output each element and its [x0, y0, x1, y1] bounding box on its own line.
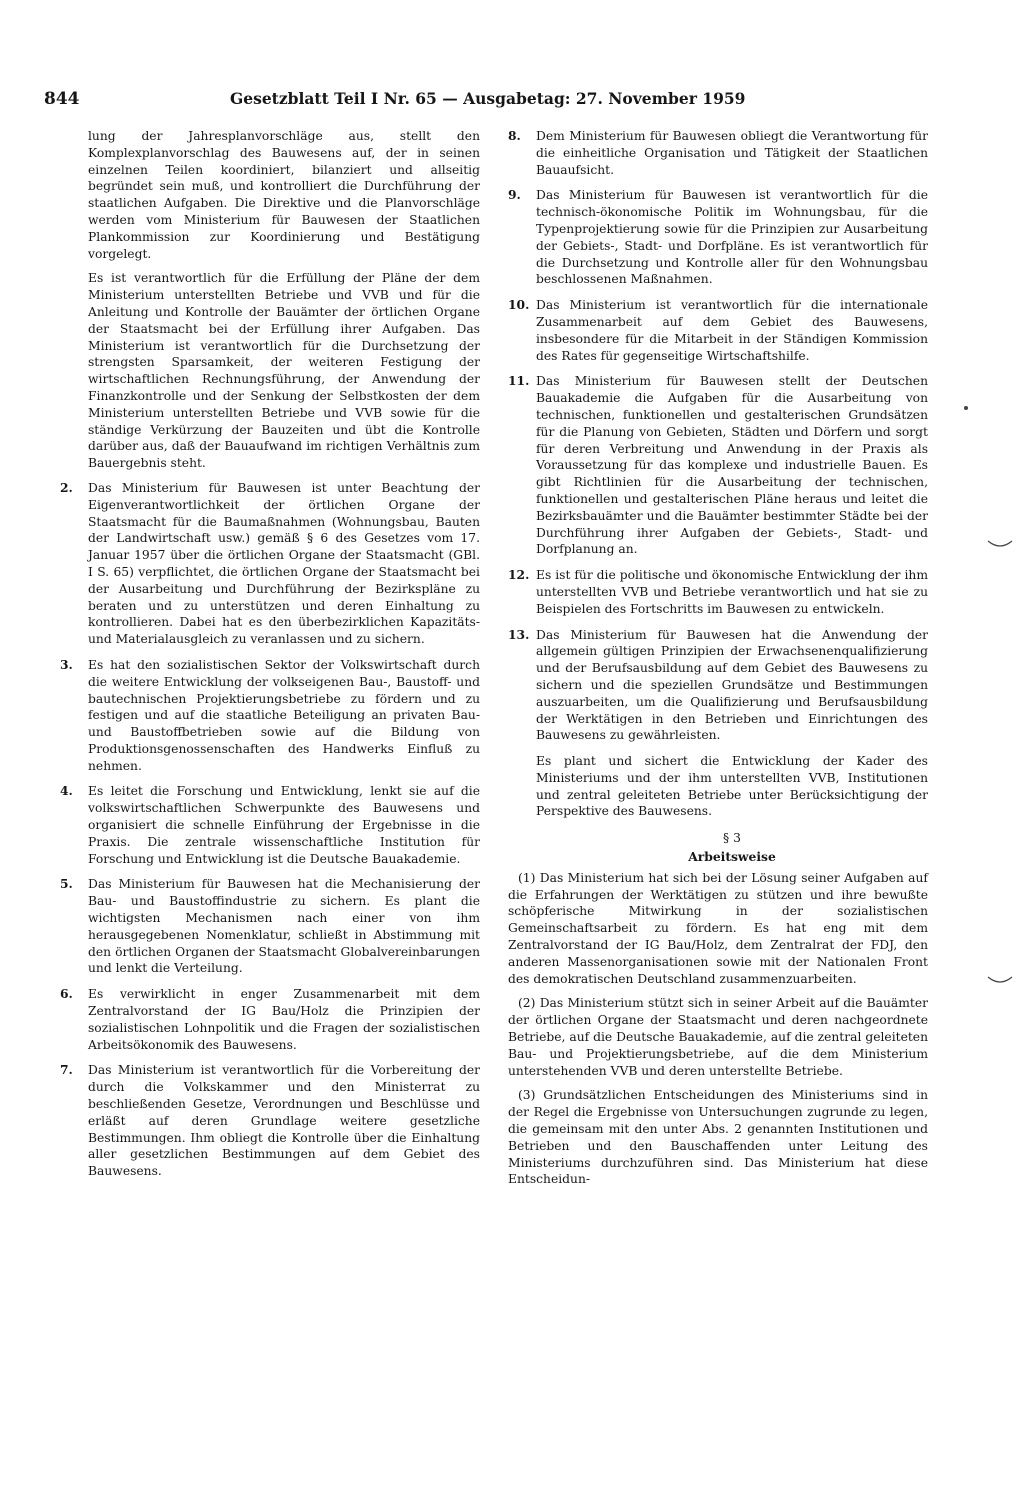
- item-text: Es leitet die Forschung und Entwicklung, lenkt sie auf die volkswirtschaftlichen Schwerpunkte des Bauwesens und organisiert die schnelle Einführung der Ergebnisse in die Praxis. Die zentrale wissenschaftliche Institution für Forschung und Entwicklung ist die Deutsche Bauakademie.: [88, 784, 480, 866]
- list-item: [508, 373, 928, 558]
- list-item: [60, 783, 480, 867]
- item-text: Das Ministerium für Bauwesen ist unter Beachtung der Eigenverantwortlichkeit der örtlichen Organe der Staatsmacht für die Baumaßnahmen (Wohnungsbau, Bauten der Landwirtschaft usw.) gemäß § 6 des Gesetzes vom 17. Januar 1957 über die örtlichen Organe der Staatsmacht (GBl. I S. 65) verpflichtet, die örtlichen Organe der Staatsmacht bei der Ausarbeitung und Durchführung der Bezirkspläne zu beraten und zu unterstützen und deren Einhaltung zu kontrollieren. Dabei hat es den überbezirklichen Kapazitäts- und Materialausgleich zu veranlassen und zu sichern.: [88, 480, 480, 647]
- item-number: 2.: [60, 479, 73, 495]
- item-number: 7.: [60, 1062, 73, 1078]
- item-number: 11.: [508, 373, 530, 389]
- margin-mark-icon: [986, 974, 1014, 988]
- list-item: [60, 986, 480, 1053]
- right-column: [508, 128, 928, 1196]
- item-text: Dem Ministerium für Bauwesen obliegt die Verantwortung für die einheitliche Organisation und Tätigkeit der Staatlichen Bauaufsicht.: [536, 129, 928, 177]
- list-item: [508, 128, 928, 178]
- margin-mark-icon: [986, 538, 1014, 552]
- section-paragraph: (2) Das Ministerium stützt sich in seiner Arbeit auf die Bauämter der örtlichen Organe der Staatsmacht und deren nachgeordnete Betriebe, auf die Deutsche Bauakademie, auf die zentral geleiteten Bau- und Projektierungsbetriebe, auf die dem Ministerium unterstehenden VVB und deren unterstellte Betriebe.: [508, 996, 928, 1078]
- item-text: Das Ministerium für Bauwesen hat die Mechanisierung der Bau- und Baustoffindustrie zu sichern. Es plant die wichtigsten Mechanismen nach einer von ihm herausgegebenen Nomenklatur, schließt in Abstimmung mit den örtlichen Organen der Staatsmacht Globalvereinbarungen und lenkt die Verteilung.: [88, 877, 480, 976]
- list-item: [508, 297, 928, 364]
- item-text: Es verwirklicht in enger Zusammenarbeit mit dem Zentralvorstand der IG Bau/Holz die Prinzipien der sozialistischen Lohnpolitik und die Fragen der sozialistischen Arbeitsökonomik des Bauwesens.: [88, 987, 480, 1052]
- item-number: 13.: [508, 626, 530, 642]
- intro-continuation: lung der Jahresplanvorschläge aus, stellt den Komplexplanvorschlag des Bauwesens auf, der in seinen einzelnen Teilen koordiniert, bilanziert und allseitig begründet sein muß, und kontrolliert die Durchführung der staatlichen Aufgaben. Die Direktive und die Planvorschläge werden vom Ministerium für Bauwesen der Staatlichen Plankommission zur Koordinierung und Bestätigung vorgelegt.: [88, 129, 480, 261]
- page-header: [44, 84, 984, 114]
- intro-paragraph: Es ist verantwortlich für die Erfüllung der Pläne der dem Ministerium unterstellten Betriebe und VVB und für die Anleitung und Kontrolle der Bauämter der örtlichen Organe der Staatsmacht bei der Erfüllung ihrer Aufgaben. Das Ministerium ist verantwortlich für die Durchsetzung der strengsten Sparsamkeit, der weiteren Festigung der wirtschaftlichen Rechnungsführung, der Anwendung der Finanzkontrolle und der Senkung der Selbstkosten der dem Ministerium unterstellten Betriebe und VVB sowie für die ständige Verkürzung der Bauzeiten und übt die Kontrolle darüber aus, daß der Bauaufwand im richtigen Verhältnis zum Bauergebnis steht.: [88, 271, 480, 471]
- list-item: [508, 567, 928, 617]
- item-number: 10.: [508, 297, 530, 313]
- section-paragraph: (1) Das Ministerium hat sich bei der Lösung seiner Aufgaben auf die Erfahrungen der Werktätigen zu stützen und ihre bewußte schöpferische Mitwirkung in der sozialistischen Gemeinschaftsarbeit zu fördern. Es hat eng mit dem Zentralvorstand der IG Bau/Holz, dem Zentralrat der FDJ, den anderen Massenorganisationen sowie mit der Nationalen Front des demokratischen Deutschland zusammenzuarbeiten.: [508, 870, 928, 986]
- item-number: 4.: [60, 783, 73, 799]
- left-column: [60, 128, 480, 1189]
- item-text: Es ist für die politische und ökonomische Entwicklung der ihm unterstellten VVB und Betriebe verantwortlich und hat sie zu Beispielen des Fortschritts im Bauwesen zu entwickeln.: [536, 568, 928, 616]
- item-text: Das Ministerium für Bauwesen ist verantwortlich für die technisch-ökonomische Politik im Wohnungsbau, für die Typenprojektierung sowie für die Prinzipien zur Ausarbeitung der Gebiets-, Stadt- und Dorfpläne. Es ist verantwortlich für die Durchsetzung und Kontrolle aller für den Wohnungsbau beschlossenen Maßnahmen.: [536, 188, 928, 287]
- list-item: [60, 657, 480, 775]
- item-number: 5.: [60, 876, 73, 892]
- item-number: 3.: [60, 656, 73, 672]
- section-sign: § 3: [723, 831, 741, 846]
- item-text: Das Ministerium ist verantwortlich für die Vorbereitung der durch die Volkskammer und den Ministerrat zu beschließenden Gesetze, Verordnungen und Beschlüsse und erläßt auf deren Grundlage weitere gesetzliche Bestimmungen. Ihm obliegt die Kontrolle über die Einhaltung aller gesetzlichen Bestimmungen auf dem Gebiet des Bauwesens.: [88, 1063, 480, 1179]
- item-text: Das Ministerium ist verantwortlich für die internationale Zusammenarbeit auf dem Gebiet des Bauwesens, insbesondere für die Mitarbeit in der Ständigen Kommission des Rates für gegenseitige Wirtschaftshilfe.: [536, 298, 928, 363]
- list-item: [508, 187, 928, 288]
- section-title: Arbeitsweise: [688, 849, 776, 865]
- margin-dot-icon: [962, 404, 970, 412]
- page-number: 844: [44, 89, 80, 109]
- list-item: [60, 480, 480, 648]
- item-text: Es hat den sozialistischen Sektor der Volkswirtschaft durch die weitere Entwicklung der volkseigenen Bau-, Baustoff- und bautechnischen Projektierungsbetriebe zu fördern und zu festigen und auf die staatliche Beteiligung an privaten Bau- und Baustoffbetrieben sowie auf die Bildung von Produktionsgenossenschaften des Handwerks Einfluß zu nehmen.: [88, 657, 480, 773]
- list-item: [60, 876, 480, 977]
- item-number: 6.: [60, 986, 73, 1002]
- item13-subparagraph: Es plant und sichert die Entwicklung der Kader des Ministeriums und der ihm unterstellten VVB, Institutionen und zentral geleiteten Betriebe unter Berücksichtigung der Perspektive des Bauwesens.: [536, 754, 928, 819]
- running-title: Gesetzblatt Teil I Nr. 65 — Ausgabetag: 27. November 1959: [230, 89, 746, 108]
- item-text: Das Ministerium für Bauwesen stellt der Deutschen Bauakademie die Aufgaben für die Ausarbeitung von technischen, funktionellen und gestalterischen Grundsätzen für die Planung von Gebieten, Städten und Dörfern und sorgt für deren Verbreitung und Anwendung in der Praxis als Voraussetzung für das komplexe und industrielle Bauen. Es gibt Richtlinien für die Ausarbeitung der technischen, funktionellen und gestalterischen Pläne heraus und leitet die Bezirksbauämter und die Bauämter bestimmter Städte bei der Durchführung ihrer Aufgaben der Gebiets-, Stadt- und Dorfplanung an.: [536, 374, 928, 557]
- item-number: 8.: [508, 128, 521, 143]
- item-number: 12.: [508, 567, 530, 583]
- list-item: [508, 627, 928, 745]
- item-text: Das Ministerium für Bauwesen hat die Anwendung der allgemein gültigen Prinzipien der Erwachsenenqualifizierung und der Berufsausbildung auf dem Gebiet des Bauwesens zu sichern und die speziellen Grundsätze und Bestimmungen auszuarbeiten, um die Qualifizierung und Berufsausbildung der Werktätigen in den Betrieben und Einrichtungen des Bauwesens zu gewährleisten.: [536, 627, 928, 743]
- list-item: [60, 1062, 480, 1180]
- section-paragraph: (3) Grundsätzlichen Entscheidungen des Ministeriums sind in der Regel die Ergebnisse von Untersuchungen zugrunde zu legen, die gemeinsam mit den unter Abs. 2 genannten Institutionen und Betrieben und den Bauschaffenden unter Leitung des Ministeriums durchzuführen sind. Das Ministerium hat diese Entscheidun-: [508, 1088, 928, 1187]
- item-number: 9.: [508, 187, 521, 203]
